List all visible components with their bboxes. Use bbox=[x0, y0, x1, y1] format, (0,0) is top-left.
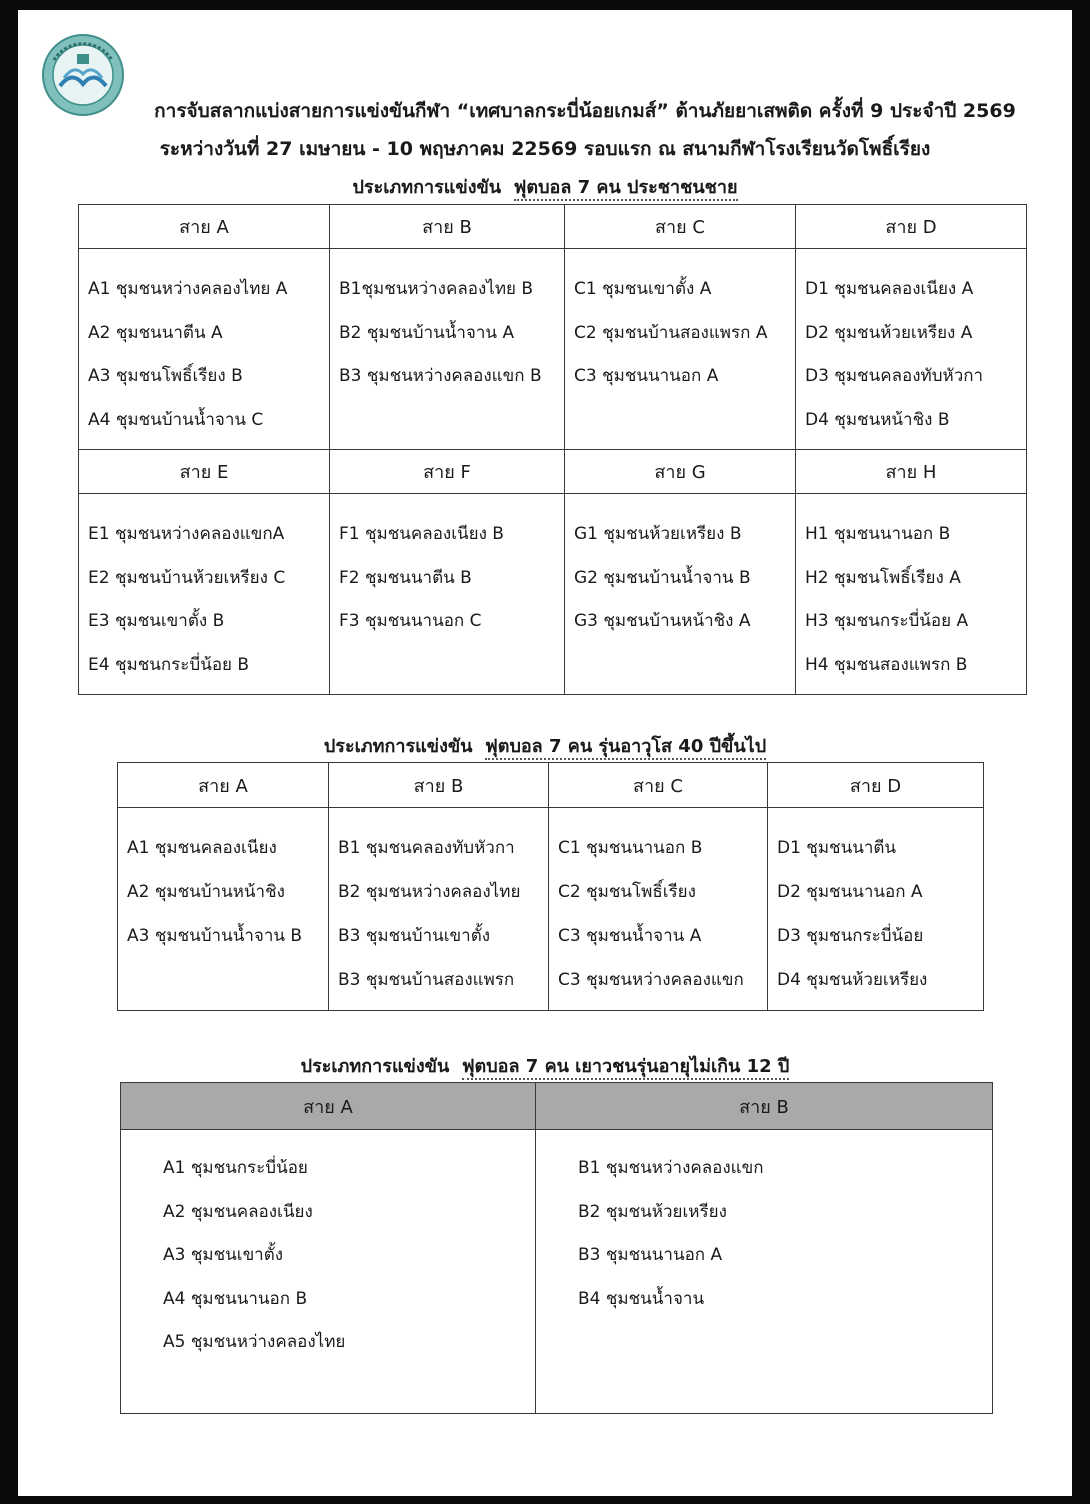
team-entry: F1 ชุมชนคลองเนียง B bbox=[339, 524, 504, 544]
team-entry: A4 ชุมชนบ้านน้ำจาน C bbox=[88, 409, 264, 430]
group-header: สาย F bbox=[330, 450, 565, 494]
team-entry: D1 ชุมชนนาตีน bbox=[777, 838, 897, 858]
group-cell bbox=[536, 1130, 993, 1414]
team-entry: E2 ชุมชนบ้านห้วยเหรียง C bbox=[88, 567, 286, 588]
team-entry: C3 ชุมชนนานอก A bbox=[574, 366, 719, 386]
team-entry: A3 ชุมชนบ้านน้ำจาน B bbox=[127, 926, 303, 946]
team-entry: D1 ชุมชนคลองเนียง A bbox=[805, 279, 974, 299]
group-cell bbox=[796, 249, 1027, 450]
group-cell bbox=[118, 808, 329, 1011]
group-header: สาย A bbox=[121, 1083, 536, 1130]
team-entry: B1 ชุมชนหว่างคลองแขก bbox=[578, 1158, 764, 1178]
team-entry: D2 ชุมชนนานอก A bbox=[777, 882, 923, 902]
group-header: สาย C bbox=[549, 763, 768, 808]
team-entry: H3 ชุมชนกระบี่น้อย A bbox=[805, 611, 969, 631]
team-entry: A1 ชุมชนคลองเนียง bbox=[127, 838, 277, 858]
team-entry: H2 ชุมชนโพธิ์เรียง A bbox=[805, 567, 961, 588]
team-entry: D3 ชุมชนคลองทับหัวกา bbox=[805, 366, 984, 386]
team-entry: H1 ชุมชนนานอก B bbox=[805, 524, 951, 544]
team-entry: D3 ชุมชนกระบี่น้อย bbox=[777, 926, 924, 946]
team-entry: F3 ชุมชนนานอก C bbox=[339, 611, 482, 631]
group-header: สาย A bbox=[79, 205, 330, 249]
team-entry: A5 ชุมชนหว่างคลองไทย bbox=[163, 1332, 346, 1352]
team-entry: B4 ชุมชนน้ำจาน bbox=[578, 1288, 705, 1309]
document-title-line-2: ระหว่างวันที่ 27 เมษายน - 10 พฤษภาคม 22569 รอบแรก ณ สนามกีฬาโรงเรียนวัดโพธิ์เรียง bbox=[159, 138, 931, 160]
team-entry: A3 ชุมชนเขาตั้ง bbox=[163, 1245, 284, 1265]
team-entry: A2 ชุมชนนาตีน A bbox=[88, 322, 223, 343]
group-cell bbox=[565, 494, 796, 695]
group-cell bbox=[330, 494, 565, 695]
team-entry: H4 ชุมชนสองแพรก B bbox=[805, 654, 968, 675]
group-cell bbox=[330, 249, 565, 450]
group-cell bbox=[549, 808, 768, 1011]
team-entry: E3 ชุมชนเขาตั้ง B bbox=[88, 611, 225, 631]
group-header: สาย B bbox=[536, 1083, 993, 1130]
group-cell bbox=[796, 494, 1027, 695]
group-header: สาย E bbox=[79, 450, 330, 494]
bracket-table-men bbox=[78, 204, 1027, 695]
group-header: สาย B bbox=[330, 205, 565, 249]
document-title-line-1: การจับสลากแบ่งสายการแข่งขันกีฬา “เทศบาลกระบี่น้อยเกมส์” ต้านภัยยาเสพติด ครั้งที่ 9 ประจำปี 2569 bbox=[154, 100, 1016, 122]
team-entry: B1ชุมชนหว่างคลองไทย B bbox=[339, 279, 534, 299]
team-entry: G3 ชุมชนบ้านหน้าชิง A bbox=[574, 611, 751, 631]
team-entry: B3 ชุมชนบ้านสองแพรก bbox=[338, 970, 515, 990]
group-header: สาย D bbox=[796, 205, 1027, 249]
scan-border-bottom bbox=[0, 1496, 1090, 1504]
group-header: สาย C bbox=[565, 205, 796, 249]
team-entry: B2 ชุมชนบ้านน้ำจาน A bbox=[339, 322, 515, 343]
team-entry: G2 ชุมชนบ้านน้ำจาน B bbox=[574, 567, 751, 588]
team-entry: B1 ชุมชนคลองทับหัวกา bbox=[338, 838, 515, 858]
team-entry: D4 ชุมชนห้วยเหรียง bbox=[777, 970, 928, 990]
bracket-table-youth bbox=[120, 1082, 993, 1414]
bracket-table-senior bbox=[117, 762, 984, 1011]
team-entry: A2 ชุมชนคลองเนียง bbox=[163, 1201, 313, 1222]
team-entry: F2 ชุมชนนาตีน B bbox=[339, 567, 472, 588]
group-header: สาย D bbox=[768, 763, 984, 808]
team-entry: A1 ชุมชนหว่างคลองไทย A bbox=[88, 279, 288, 299]
team-entry: E4 ชุมชนกระบี่น้อย B bbox=[88, 654, 250, 675]
team-entry: D4 ชุมชนหน้าชิง B bbox=[805, 409, 950, 430]
team-entry: C2 ชุมชนโพธิ์เรียง bbox=[558, 882, 696, 902]
team-entry: A3 ชุมชนโพธิ์เรียง B bbox=[88, 366, 243, 386]
group-cell bbox=[768, 808, 984, 1011]
team-entry: B3 ชุมชนนานอก A bbox=[578, 1245, 723, 1265]
team-entry: A1 ชุมชนกระบี่น้อย bbox=[163, 1158, 308, 1178]
group-cell bbox=[79, 249, 330, 450]
team-entry: B3 ชุมชนหว่างคลองแขก B bbox=[339, 366, 542, 386]
group-cell bbox=[79, 494, 330, 695]
team-entry: D2 ชุมชนห้วยเหรียง A bbox=[805, 322, 973, 343]
section-title-senior: ประเภทการแข่งขัน ฟุตบอล 7 คน รุ่นอาวุโส 40 ปีขึ้นไป bbox=[0, 731, 1090, 760]
group-cell bbox=[565, 249, 796, 450]
group-header: สาย G bbox=[565, 450, 796, 494]
team-entry: C2 ชุมชนบ้านสองแพรก A bbox=[574, 322, 768, 343]
team-entry: G1 ชุมชนห้วยเหรียง B bbox=[574, 524, 742, 544]
team-entry: B2 ชุมชนหว่างคลองไทย bbox=[338, 882, 521, 902]
scan-border-top bbox=[0, 0, 1090, 10]
group-header: สาย A bbox=[118, 763, 329, 808]
team-entry: A2 ชุมชนบ้านหน้าชิง bbox=[127, 882, 285, 902]
team-entry: A4 ชุมชนนานอก B bbox=[163, 1288, 308, 1309]
group-header: สาย B bbox=[329, 763, 549, 808]
team-entry: B2 ชุมชนห้วยเหรียง bbox=[578, 1201, 727, 1222]
team-entry: C3 ชุมชนน้ำจาน A bbox=[558, 926, 702, 946]
section-title-youth: ประเภทการแข่งขัน ฟุตบอล 7 คน เยาวชนรุ่นอายุไม่เกิน 12 ปี bbox=[0, 1051, 1090, 1080]
team-entry: B3 ชุมชนบ้านเขาตั้ง bbox=[338, 926, 491, 946]
group-cell bbox=[329, 808, 549, 1011]
team-entry: E1 ชุมชนหว่างคลองแขกA bbox=[88, 524, 285, 544]
team-entry: C1 ชุมชนเขาตั้ง A bbox=[574, 279, 712, 299]
team-entry: C3 ชุมชนหว่างคลองแขก bbox=[558, 970, 744, 990]
team-entry: C1 ชุมชนนานอก B bbox=[558, 838, 703, 858]
section-title-men: ประเภทการแข่งขัน ฟุตบอล 7 คน ประชาชนชาย bbox=[0, 172, 1090, 201]
group-header: สาย H bbox=[796, 450, 1027, 494]
group-cell bbox=[121, 1130, 536, 1414]
